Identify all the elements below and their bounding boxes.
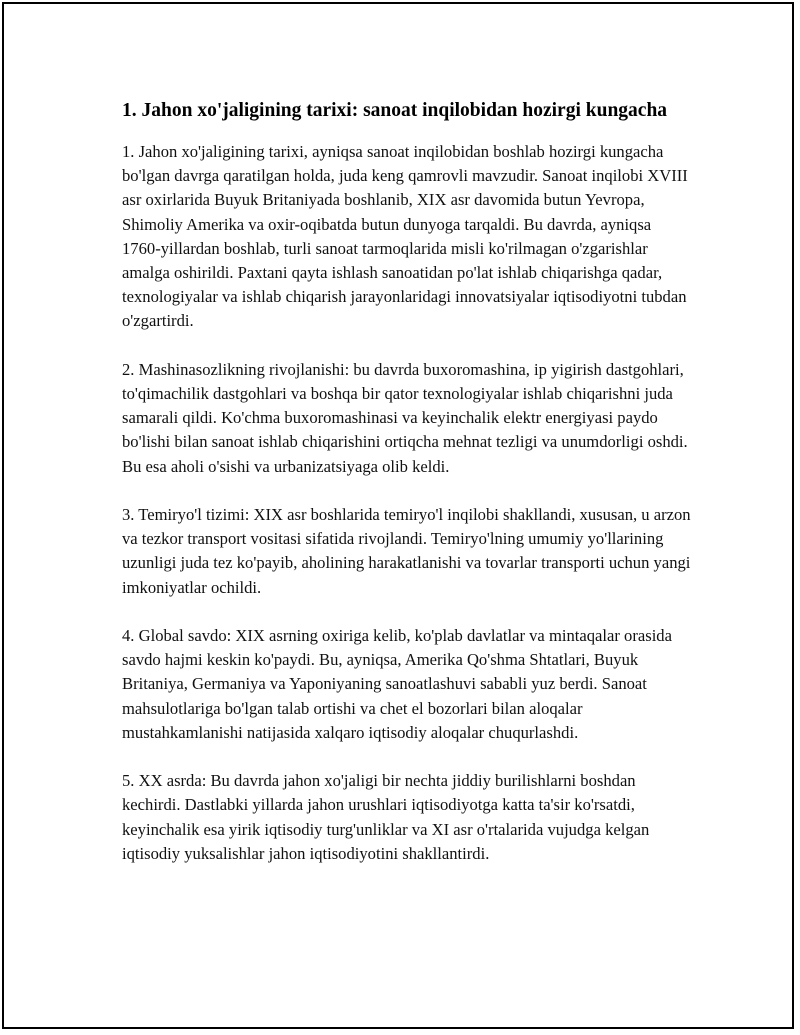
document-page [2, 2, 794, 1029]
paragraph-global-trade: 4. Global savdo: XIX asrning oxiriga kelib, ko'plab davlatlar va mintaqalar orasida savdo hajmi keskin ko'paydi. Bu, ayniqsa, Amerika Qo'shma Shtatlari, Buyuk Britaniya, Germaniya va Yaponiyaning sanoatlashuvi sababli yuz berdi. Sanoat mahsulotlariga bo'lgan talab ortishi va chet el bozorlari bilan aloqalar mustahkamlanishi natijasida xalqaro iqtisodiy aloqalar chuqurlashdi. [122, 626, 672, 742]
paragraph-twentieth-century: 5. XX asrda: Bu davrda jahon xo'jaligi bir nechta jiddiy burilishlarni boshdan kechirdi. Dastlabki yillarda jahon urushlari iqtisodiyotga katta ta'sir ko'rsatdi, keyinchalik esa yirik iqtisodiy turg'unliklar va XI asr o'rtalarida vujudga kelgan iqtisodiy yuksalishlar jahon iqtisodiyotini shakllantirdi. [122, 771, 650, 863]
document-body [122, 97, 692, 890]
document-title: 1. Jahon xo'jaligining tarixi: sanoat inqilobidan hozirgi kungacha [122, 100, 668, 121]
paragraph-railway-system: 3. Temiryo'l tizimi: XIX asr boshlarida temiryo'l inqilobi shakllandi, xususan, u arzon va tezkor transport vositasi sifatida rivojlandi. Temiryo'lning umumiy yo'llarining uzunligi juda tez ko'payib, aholining harakatlanishi va tovarlar transporti uchun yangi imkoniyatlar ochildi. [122, 505, 691, 597]
paragraph-machine-building: 2. Mashinasozlikning rivojlanishi: bu davrda buxoromashina, ip yigirish dastgohlari, to'qimachilik dastgohlari va boshqa bir qator texnologiyalar ishlab chiqarishni juda samarali qildi. Ko'chma buxoromashinasi va keyinchalik elektr energiyasi paydo bo'lishi bilan sanoat ishlab chiqarishini ortiqcha mehnat tezligi va unumdorligi oshdi. Bu esa aholi o'sishi va urbanizatsiyaga olib keldi. [122, 359, 688, 476]
paragraph-history-overview: 1. Jahon xo'jaligining tarixi, ayniqsa sanoat inqilobidan boshlab hozirgi kungacha bo'lgan davrga qaratilgan holda, juda keng qamrovli mavzudir. Sanoat inqilobi XVIII asr oxirlarida Buyuk Britaniyada boshlanib, XIX asr davomida butun Yevropa, Shimoliy Amerika va oxir-oqibatda butun dunyoga tarqaldi. Bu davrda, ayniqsa 1760-yillardan boshlab, turli sanoat tarmoqlarida misli ko'rilmagan o'zgarishlar amalga oshirildi. Paxtani qayta ishlash sanoatidan po'lat ishlab chiqarishga qadar, texnologiyalar va ishlab chiqarish jarayonlaridagi innovatsiyalar iqtisodiyotni tubdan o'zgartirdi. [122, 142, 688, 331]
